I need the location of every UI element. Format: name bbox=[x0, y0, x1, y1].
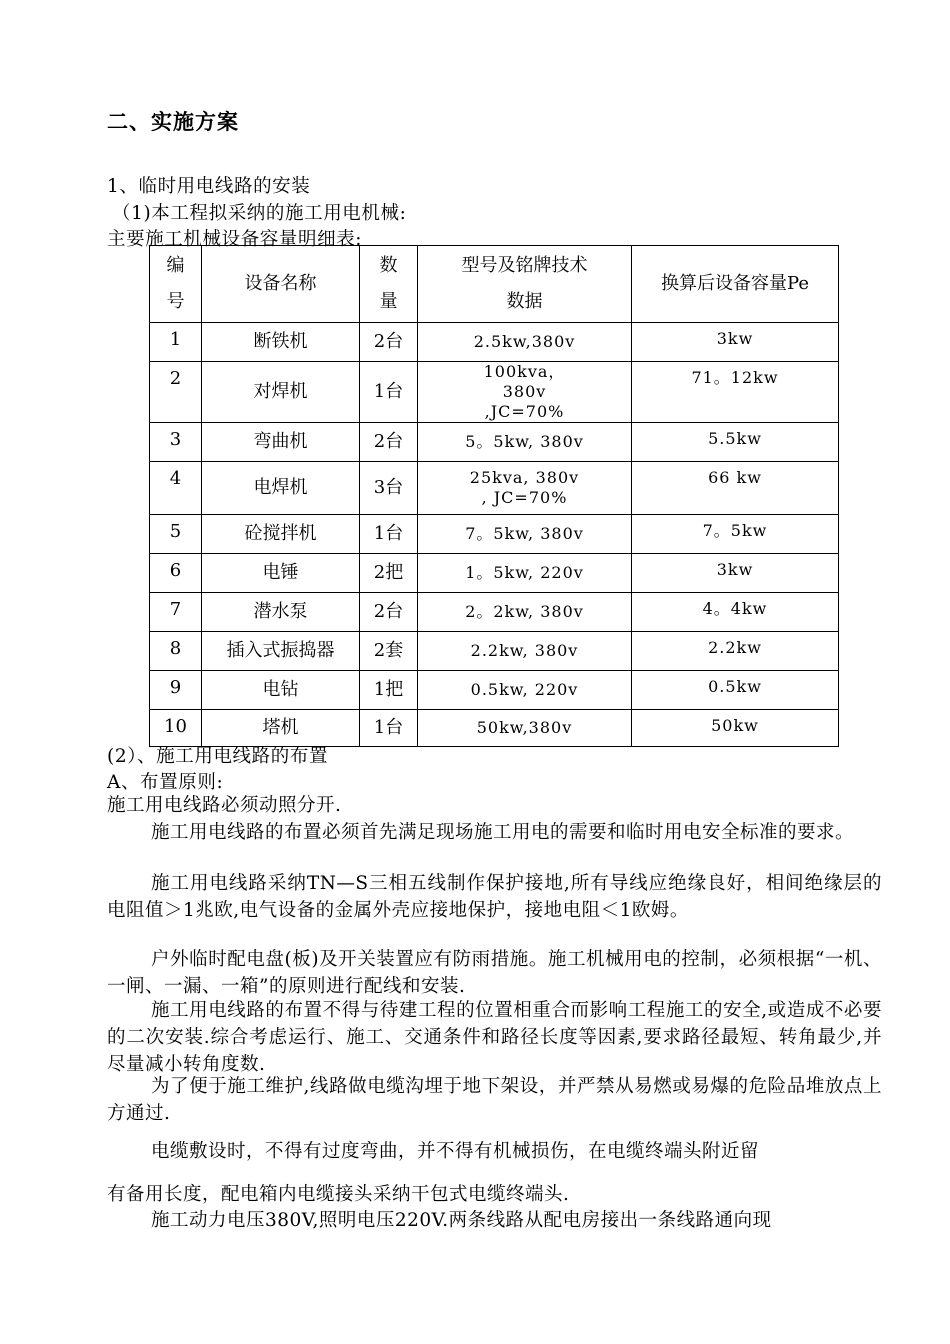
paragraph: 有备用长度，配电箱内电缆接头采纳干包式电缆终端头. bbox=[107, 1184, 570, 1205]
cell-no: 8 bbox=[150, 632, 202, 671]
cell-name: 断铁机 bbox=[202, 323, 360, 362]
cell-no: 2 bbox=[150, 362, 202, 423]
cell-spec: 25kva, 380v , JC=70% bbox=[418, 462, 632, 515]
cell-qty: 2套 bbox=[360, 632, 418, 671]
cell-qty: 2台 bbox=[360, 323, 418, 362]
cell-name: 电钻 bbox=[202, 671, 360, 710]
cell-no: 7 bbox=[150, 593, 202, 632]
header-no: 编号 bbox=[150, 246, 202, 323]
cell-name: 电锤 bbox=[202, 554, 360, 593]
table-row bbox=[150, 323, 839, 362]
table-caption: 主要施工机械设备容量明细表: bbox=[107, 229, 363, 250]
cell-name: 插入式振捣器 bbox=[202, 632, 360, 671]
paragraph: 施工动力电压380V,照明电压220V.两条线路从配电房接出一条线路通向现 bbox=[151, 1210, 772, 1231]
cell-no: 10 bbox=[150, 710, 202, 747]
header-capacity: 换算后设备容量Pe bbox=[632, 246, 839, 323]
table-row bbox=[150, 710, 839, 747]
cell-capacity: 2.2kw bbox=[632, 632, 839, 671]
cell-qty: 2把 bbox=[360, 554, 418, 593]
subsection-title: (2）、施工用电线路的布置 bbox=[107, 746, 329, 767]
paragraph: 电缆敷设时，不得有过度弯曲，并不得有机械损伤，在电缆终端头附近留 bbox=[151, 1141, 760, 1162]
cell-qty: 2台 bbox=[360, 423, 418, 462]
cell-spec: 50kw,380v bbox=[418, 710, 632, 747]
cell-qty: 3台 bbox=[360, 462, 418, 515]
cell-qty: 2台 bbox=[360, 593, 418, 632]
cell-no: 4 bbox=[150, 462, 202, 515]
paragraph: 施工用电线路必须动照分开. bbox=[107, 795, 342, 816]
cell-spec: 7。5kw, 380v bbox=[418, 515, 632, 554]
cell-capacity: 50kw bbox=[632, 710, 839, 747]
cell-spec: 2.5kw,380v bbox=[418, 323, 632, 362]
cell-capacity: 71。12kw bbox=[632, 362, 839, 423]
cell-qty: 1台 bbox=[360, 710, 418, 747]
paragraph: 施工用电线路采纳TN—S三相五线制作保护接地,所有导线应绝缘良好，相间绝缘层的电阻值＞1兆欧,电气设备的金属外壳应接地保护，接地电阻＜1欧姆。 bbox=[107, 873, 882, 921]
section-title: 1、临时用电线路的安装 bbox=[107, 176, 311, 197]
cell-name: 对焊机 bbox=[202, 362, 360, 423]
paragraph: 施工用电线路的布置不得与待建工程的位置相重合而影响工程施工的安全,或造成不必要的二次安装.综合考虑运行、施工、交通条件和路径长度等因素,要求路径最短、转角最少,并尽量减小转角度数. bbox=[107, 1000, 882, 1075]
cell-no: 5 bbox=[150, 515, 202, 554]
section-heading: 二、实施方案 bbox=[107, 109, 239, 134]
table-row bbox=[150, 423, 839, 462]
cell-spec: 5。5kw, 380v bbox=[418, 423, 632, 462]
cell-name: 电焊机 bbox=[202, 462, 360, 515]
paragraph: 施工用电线路的布置必须首先满足现场施工用电的需要和临时用电安全标准的要求。 bbox=[151, 822, 855, 843]
table-header-row bbox=[150, 246, 839, 323]
cell-capacity: 5.5kw bbox=[632, 423, 839, 462]
cell-spec: 2。2kw, 380v bbox=[418, 593, 632, 632]
cell-no: 1 bbox=[150, 323, 202, 362]
cell-capacity: 3kw bbox=[632, 554, 839, 593]
cell-capacity: 4。4kw bbox=[632, 593, 839, 632]
subsection-title: （1)本工程拟采纳的施工用电机械: bbox=[112, 203, 407, 224]
cell-name: 潜水泵 bbox=[202, 593, 360, 632]
cell-capacity: 7。5kw bbox=[632, 515, 839, 554]
table-row bbox=[150, 671, 839, 710]
table-row bbox=[150, 462, 839, 515]
header-qty: 数量 bbox=[360, 246, 418, 323]
equipment-table bbox=[149, 245, 839, 747]
cell-qty: 1台 bbox=[360, 362, 418, 423]
header-spec: 型号及铭牌技术数据 bbox=[418, 246, 632, 323]
table-row bbox=[150, 554, 839, 593]
cell-no: 9 bbox=[150, 671, 202, 710]
cell-capacity: 66 kw bbox=[632, 462, 839, 515]
cell-name: 塔机 bbox=[202, 710, 360, 747]
cell-spec: 2.2kw, 380v bbox=[418, 632, 632, 671]
cell-name: 弯曲机 bbox=[202, 423, 360, 462]
cell-spec: 1。5kw, 220v bbox=[418, 554, 632, 593]
table-row bbox=[150, 515, 839, 554]
cell-capacity: 3kw bbox=[632, 323, 839, 362]
table-row bbox=[150, 362, 839, 423]
cell-no: 6 bbox=[150, 554, 202, 593]
header-name: 设备名称 bbox=[202, 246, 360, 323]
paragraph: 为了便于施工维护,线路做电缆沟埋于地下架设，并严禁从易燃或易爆的危险品堆放点上方通过. bbox=[107, 1076, 882, 1124]
table-row bbox=[150, 593, 839, 632]
cell-spec: 0.5kw, 220v bbox=[418, 671, 632, 710]
principle-title: A、布置原则: bbox=[107, 772, 224, 793]
cell-capacity: 0.5kw bbox=[632, 671, 839, 710]
paragraph: 户外临时配电盘(板)及开关装置应有防雨措施。施工机械用电的控制，必须根据“一机、一闸、一漏、一箱”的原则进行配线和安装. bbox=[107, 949, 882, 997]
cell-qty: 1把 bbox=[360, 671, 418, 710]
cell-name: 砼搅拌机 bbox=[202, 515, 360, 554]
table-row bbox=[150, 632, 839, 671]
cell-no: 3 bbox=[150, 423, 202, 462]
cell-spec: 100kva，380v ,JC=70% bbox=[418, 362, 632, 423]
cell-qty: 1台 bbox=[360, 515, 418, 554]
